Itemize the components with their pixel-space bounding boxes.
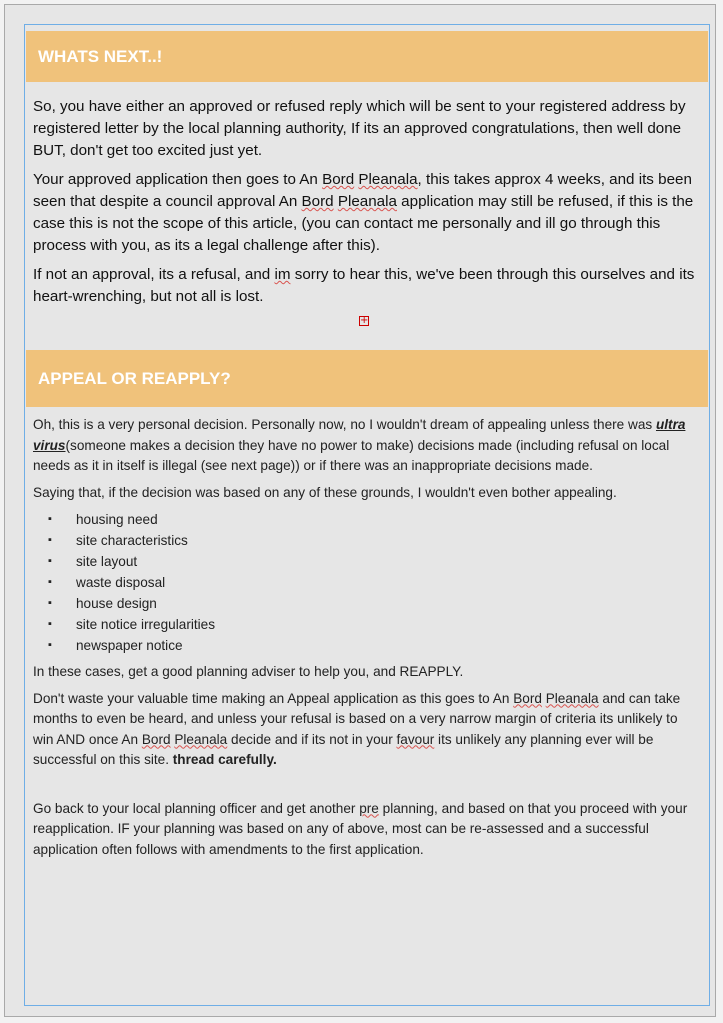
bullet-icon: ▪ xyxy=(48,555,52,567)
bullet-icon: ▪ xyxy=(48,513,52,525)
spellcheck-word: Bord xyxy=(141,731,171,747)
spellcheck-word: im xyxy=(274,266,291,283)
spellcheck-word: Bord xyxy=(513,690,542,706)
section-heading-whats-next: WHATS NEXT..! xyxy=(26,31,708,82)
spellcheck-word: favour xyxy=(396,731,435,747)
spellcheck-word: Pleanala xyxy=(174,731,228,747)
list-item: ▪ house design xyxy=(33,593,701,614)
paragraph: If not an approval, its a refusal, and im sorry to hear this, we've been through this ourselves and its heart-wrenching, but not all is lost. xyxy=(33,266,695,305)
content-frame xyxy=(24,24,710,1006)
emphasis-thread-carefully: thread carefully. xyxy=(172,752,277,767)
bullet-icon: ▪ xyxy=(48,639,52,651)
list-item: ▪ site characteristics xyxy=(33,530,701,551)
paragraph: So, you have either an approved or refused reply which will be sent to your registered address by registered letter by the local planning authority, If its an approved congratulations, then well done BUT, don't get too excited just yet. xyxy=(33,98,686,159)
list-item: ▪ site notice irregularities xyxy=(33,614,701,635)
paragraph: Don't waste your valuable time making an Appeal application as this goes to An Bord Pleanala and can take months to even be heard, and unless your refusal is based on a very narrow margin of criteria its unlikely to win AND once An Bord Pleanala decide and if its not in your favour its unlikely any planning ever will be successful on this site. thread carefully. xyxy=(33,690,681,767)
paragraph: Saying that, if the decision was based on any of these grounds, I wouldn't even bother appealing. xyxy=(33,484,617,500)
spacer xyxy=(33,777,701,799)
bullet-icon: ▪ xyxy=(48,597,52,609)
spellcheck-word: pre xyxy=(359,800,379,816)
section-heading-appeal-or-reapply: APPEAL OR REAPPLY? xyxy=(26,350,708,407)
paragraph: In these cases, get a good planning adviser to help you, and REAPPLY. xyxy=(33,664,464,679)
bullet-icon: ▪ xyxy=(48,576,52,588)
bullet-icon: ▪ xyxy=(48,618,52,630)
emphasis-ultra-virus: ultra virus xyxy=(33,417,686,453)
grounds-list xyxy=(33,509,701,656)
list-item: ▪ site layout xyxy=(33,551,701,572)
page xyxy=(4,4,716,1017)
section-whats-next-body xyxy=(33,96,701,315)
paragraph: Go back to your local planning officer and get another pre planning, and based on that you proceed with your reapplication. IF your planning was based on any of above, most can be re-assessed and a successful application often follows with amendments to the first application. xyxy=(33,800,688,857)
spellcheck-word: Pleanala xyxy=(358,171,418,188)
spellcheck-word: Pleanala xyxy=(337,193,397,210)
list-item: ▪ newspaper notice xyxy=(33,635,701,656)
section-appeal-body xyxy=(33,415,701,866)
paragraph: Oh, this is a very personal decision. Personally now, no I wouldn't dream of appealing unless there was ultra virus(someone makes a decision they have no power to make) decisions made (including refusal on local needs as it in itself is illegal (see next page)) or if there was an inappropriate decisions made. xyxy=(33,417,686,473)
bullet-icon: ▪ xyxy=(48,534,52,546)
paragraph: Your approved application then goes to An Bord Pleanala, this takes approx 4 weeks, and its been seen that despite a council approval An Bord Pleanala application may still be refused, if this is the case this is not the scope of this article, (you can contact me personally and ill go through this process with you, as its a legal challenge after this). xyxy=(33,171,694,254)
spellcheck-word: Bord xyxy=(322,171,355,188)
list-item: ▪ waste disposal xyxy=(33,572,701,593)
anchor-plus-icon[interactable]: + xyxy=(360,315,369,326)
list-item: ▪ housing need xyxy=(33,509,701,530)
spellcheck-word: Pleanala xyxy=(545,690,599,706)
spellcheck-word: Bord xyxy=(301,193,334,210)
